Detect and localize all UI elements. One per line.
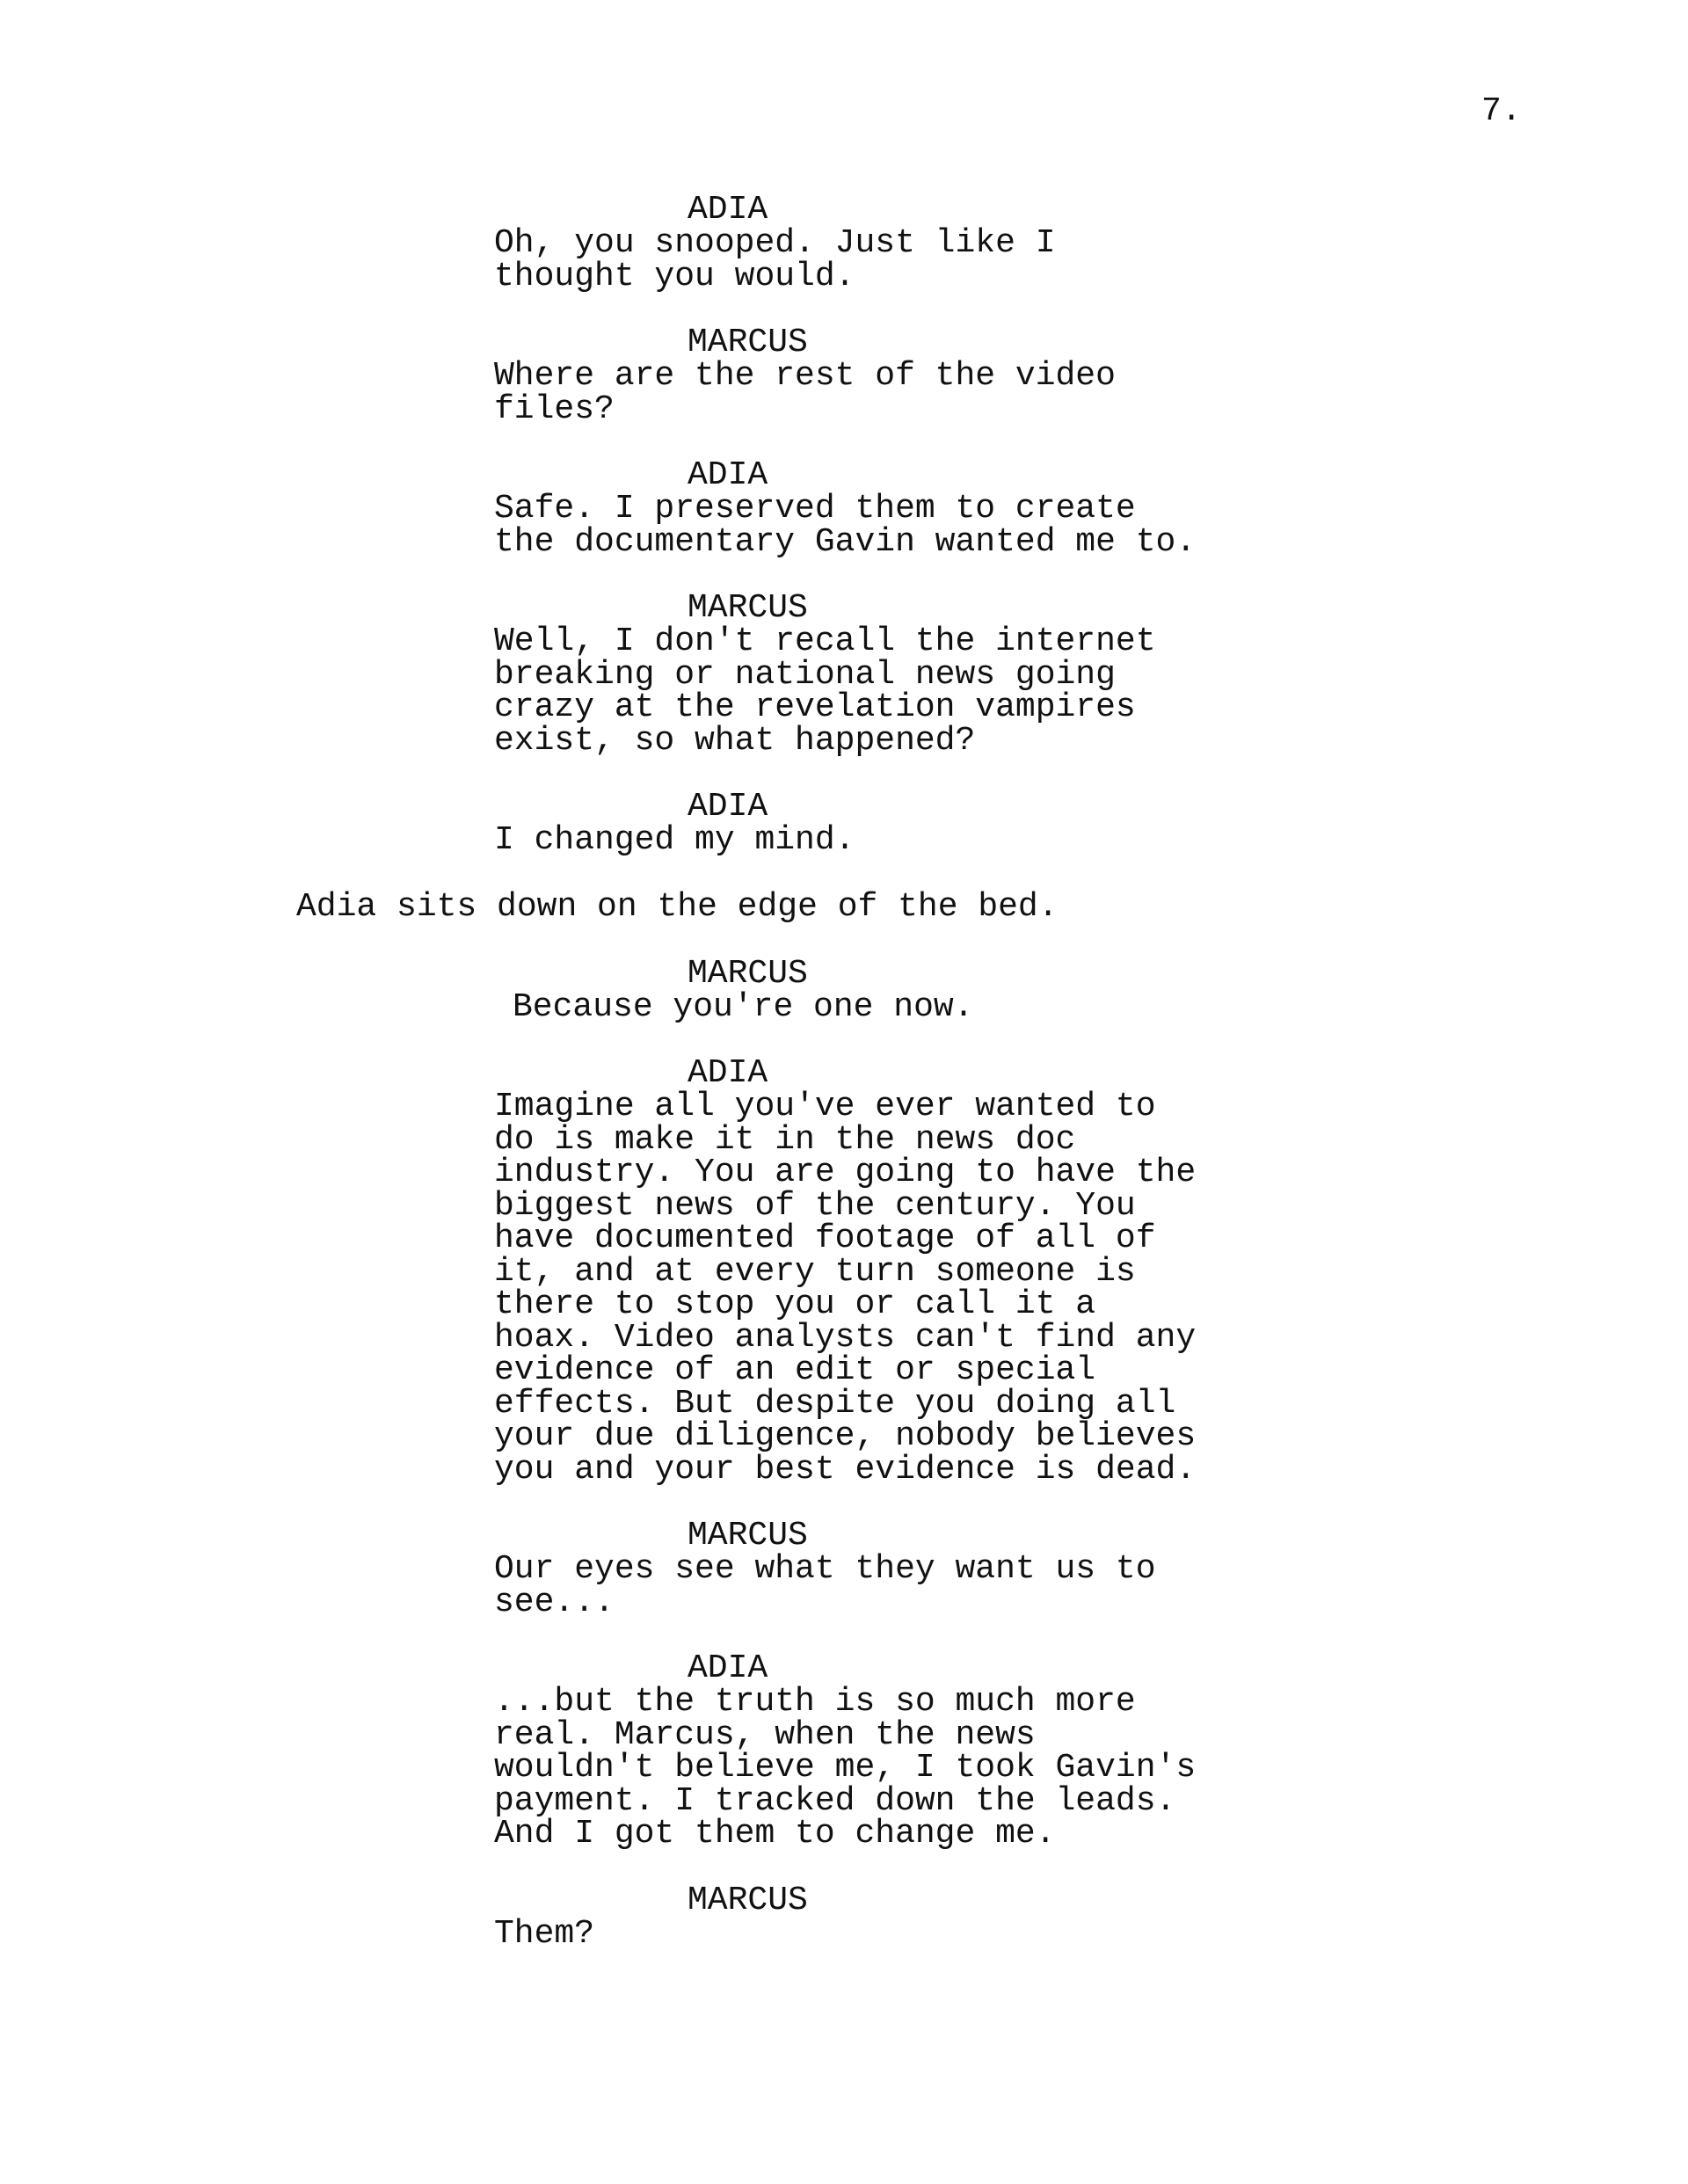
- dialogue-block: [0, 589, 1688, 760]
- dialogue-line: industry. You are going to have the: [494, 1154, 1197, 1191]
- dialogue-line: Where are the rest of the video: [494, 357, 1116, 395]
- character-name: ADIA: [688, 456, 768, 494]
- dialogue-line: see...: [494, 1583, 615, 1621]
- dialogue-line: crazy at the revelation vampires: [494, 688, 1136, 726]
- dialogue-block: [0, 1519, 1688, 1619]
- dialogue-line: Well, I don't recall the internet: [494, 622, 1156, 660]
- dialogue-line: breaking or national news going: [494, 655, 1116, 694]
- character-name: ADIA: [688, 788, 768, 826]
- action-block: [0, 887, 1688, 926]
- character-name: MARCUS: [688, 954, 808, 993]
- dialogue-line: And I got them to change me.: [494, 1815, 1056, 1853]
- dialogue-line: it, and at every turn someone is: [494, 1252, 1136, 1291]
- dialogue-line: you and your best evidence is dead.: [494, 1450, 1197, 1489]
- character-name: MARCUS: [688, 1881, 808, 1919]
- dialogue-block: [0, 1649, 1688, 1853]
- dialogue-line: Our eyes see what they want us to: [494, 1550, 1156, 1588]
- dialogue-line: thought you would.: [494, 257, 855, 295]
- dialogue-line: there to stop you or call it a: [494, 1285, 1096, 1323]
- character-name: MARCUS: [688, 589, 808, 627]
- dialogue-line: Imagine all you've ever wanted to: [494, 1088, 1156, 1125]
- dialogue-block: [0, 1054, 1688, 1489]
- dialogue-line: wouldn't believe me, I took Gavin's: [494, 1749, 1197, 1787]
- dialogue-line: files?: [494, 389, 615, 428]
- dialogue-block: [0, 456, 1688, 561]
- dialogue-line: hoax. Video analysts can't find any: [494, 1318, 1197, 1357]
- screenplay-body: [0, 191, 1688, 1953]
- dialogue-line: Safe. I preserved them to create: [494, 490, 1136, 528]
- dialogue-line: Because you're one now.: [513, 987, 974, 1026]
- character-name: MARCUS: [688, 1517, 808, 1554]
- page-number: 7.: [1481, 92, 1522, 130]
- dialogue-line: the documentary Gavin wanted me to.: [494, 522, 1197, 561]
- dialogue-line: payment. I tracked down the leads.: [494, 1781, 1176, 1820]
- dialogue-line: Oh, you snooped. Just like I: [494, 224, 1056, 262]
- character-name: MARCUS: [688, 324, 808, 361]
- dialogue-line: have documented footage of all of: [494, 1219, 1156, 1257]
- dialogue-line: ...but the truth is so much more: [494, 1683, 1136, 1721]
- dialogue-line: evidence of an edit or special: [494, 1351, 1096, 1389]
- dialogue-block: [0, 954, 1688, 1026]
- character-name: ADIA: [688, 1054, 768, 1092]
- dialogue-line: effects. But despite you doing all: [494, 1384, 1176, 1423]
- dialogue-block: [0, 790, 1688, 857]
- dialogue-line: Them?: [494, 1914, 595, 1953]
- dialogue-block: [0, 193, 1688, 293]
- action-line: Adia sits down on the edge of the bed.: [296, 887, 1059, 926]
- character-name: ADIA: [688, 191, 768, 229]
- dialogue-line: real. Marcus, when the news: [494, 1715, 1036, 1754]
- dialogue-block: [0, 1881, 1688, 1953]
- dialogue-line: biggest news of the century. You: [494, 1186, 1136, 1225]
- character-name: ADIA: [688, 1649, 768, 1687]
- dialogue-line: your due diligence, nobody believes: [494, 1417, 1197, 1455]
- dialogue-line: exist, so what happened?: [494, 721, 976, 760]
- dialogue-line: do is make it in the news doc: [494, 1120, 1076, 1159]
- dialogue-block: [0, 326, 1688, 426]
- dialogue-line: I changed my mind.: [494, 821, 855, 859]
